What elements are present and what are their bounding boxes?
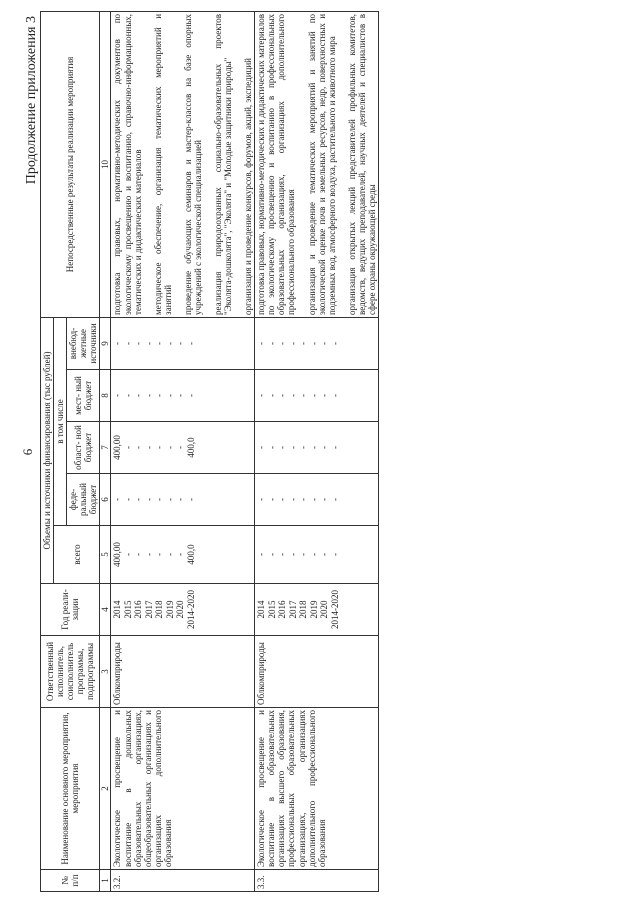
total-value: - (175, 553, 186, 556)
regional-value: - (266, 446, 277, 449)
result-item: подготовка правовых, нормативно-методических и дидактических материалов по экологическому просвещению и воспитанию в профессиональных образовательных организациях, организациях дополнительного профессионального образования (256, 13, 297, 315)
year-value: 2019 (164, 600, 175, 619)
federal-value: - (277, 498, 288, 501)
total-value: - (329, 553, 340, 556)
year-value: 2015 (122, 600, 133, 619)
local-value: - (133, 394, 144, 397)
local-value: - (308, 394, 319, 397)
local-value: - (329, 394, 340, 397)
local-value: - (143, 394, 154, 397)
extra-value: - (164, 341, 175, 345)
column-number: 1 (100, 870, 111, 892)
federal-value: - (319, 498, 330, 501)
year-value: 2016 (277, 600, 288, 619)
extra-value: - (154, 341, 165, 345)
total-value: - (143, 553, 154, 556)
regional-value: - (133, 446, 144, 449)
year-value: 2018 (154, 600, 165, 619)
year-list (255, 584, 379, 636)
regional-value: - (329, 446, 340, 449)
column-number: 3 (100, 636, 111, 708)
year-value: 2017 (287, 600, 298, 619)
year-value: 2019 (308, 600, 319, 619)
regional-value: 400,00 (112, 435, 123, 460)
extra-value: - (319, 341, 330, 345)
column-number: 6 (100, 474, 111, 526)
total-value: - (256, 553, 267, 556)
year-value: 2014-2020 (185, 590, 196, 629)
year-value: 2015 (266, 600, 277, 619)
column-number: 7 (100, 422, 111, 474)
table-row (255, 11, 379, 891)
year-value: 2017 (143, 600, 154, 619)
year-list (111, 584, 255, 636)
local-value: - (266, 394, 277, 397)
regional-value: - (319, 446, 330, 449)
regional-value: - (154, 446, 165, 449)
federal-value: - (143, 498, 154, 501)
result-item: организация и проведение тематических мероприятий и занятий по экологической оценке почв и земельных ресурсов, недр, поверхностных и подземных вод, атмосферного воздуха, растительного и животного мира (306, 13, 337, 315)
result-item: организация и проведение конкурсов, форумов, акций, экспедиций (243, 58, 254, 315)
column-number: 4 (100, 584, 111, 636)
federal-value: - (122, 498, 133, 501)
extra-value: - (308, 341, 319, 345)
local-value: - (319, 394, 330, 397)
header-including: в том числе (54, 317, 67, 525)
header-regional: област- ной бюджет (67, 422, 100, 474)
column-number: 9 (100, 317, 111, 369)
extra-value: - (287, 341, 298, 345)
header-federal: феде- ральный бюджет (67, 474, 100, 526)
extra-value: - (122, 341, 133, 345)
extra-funding (255, 317, 379, 369)
local-value: - (112, 394, 123, 397)
total-value: - (287, 553, 298, 556)
total-funding (255, 526, 379, 584)
extra-funding (111, 317, 255, 369)
federal-value: - (308, 498, 319, 501)
result-item: реализация природоохранных социально-образовательных проектов "Эколята-дошколята", "Эколята" и "Молодые защитники природы" (213, 13, 234, 315)
regional-value: - (277, 446, 288, 449)
header-name: Наименование основного мероприятия, мероприятия (41, 708, 100, 870)
federal-value: - (154, 498, 165, 501)
federal-funding (255, 474, 379, 526)
federal-value: - (287, 498, 298, 501)
federal-value: - (329, 498, 340, 501)
header-funding: Объемы и источники финансирования (тыс рублей) (41, 317, 54, 583)
year-value: 2014-2020 (329, 590, 340, 629)
federal-funding (111, 474, 255, 526)
column-number: 5 (100, 526, 111, 584)
header-local: мест- ный бюджет (67, 370, 100, 422)
local-funding (111, 370, 255, 422)
extra-value: - (256, 341, 267, 345)
total-funding (111, 526, 255, 584)
total-value: - (266, 553, 277, 556)
federal-value: - (266, 498, 277, 501)
federal-value: - (298, 498, 309, 501)
regional-value: - (298, 446, 309, 449)
year-value: 2020 (319, 600, 330, 619)
extra-value: - (185, 341, 196, 345)
responsible-executor: Облкомприроды (111, 636, 255, 708)
continuation-title: Продолжение приложения 3 (24, 16, 39, 185)
total-value: - (164, 553, 175, 556)
total-value: - (122, 553, 133, 556)
regional-value: - (164, 446, 175, 449)
row-number: 3.3. (255, 870, 379, 892)
rotated-sheet (20, 12, 620, 892)
column-number: 2 (100, 708, 111, 870)
local-value: - (175, 394, 186, 397)
results-cell (111, 11, 255, 317)
page-number: 6 (20, 448, 35, 456)
total-value: - (154, 553, 165, 556)
result-item: подготовка правовых, нормативно-методических документов по экологическому просвещению и воспитанию, справочно-информационных, тематических и дидактических материалов (112, 13, 143, 315)
event-name: Экологическое просвещение и воспитание в дошкольных образовательных организациях, общеобразовательных организациях и организациях дополнительного образования (111, 708, 255, 870)
regional-value: - (308, 446, 319, 449)
regional-value: - (175, 446, 186, 449)
result-item: организация открытых лекций представителей профильных комитетов, ведомств, ведущих преподавателей, научных деятелей и специалистов в сфере охраны окружающей среды (346, 13, 377, 315)
year-value: 2020 (175, 600, 186, 619)
header-results: Непосредственные результаты реализации мероприятия (41, 11, 100, 317)
year-value: 2014 (112, 600, 123, 619)
regional-value: - (122, 446, 133, 449)
total-value: 400,00 (112, 542, 123, 567)
total-value: - (319, 553, 330, 556)
total-value: 400,0 (185, 544, 196, 565)
program-table (40, 11, 379, 892)
local-value: - (154, 394, 165, 397)
event-name: Экологическое просвещение и воспитание в образовательных организациях высшего образования, профессиональных образовательных организациях, организациях дополнительного профессионального образования (255, 708, 379, 870)
result-item: проведение обучающих семинаров и мастер-классов на базе опорных учреждений с экологической специализацией (182, 13, 203, 315)
extra-value: - (329, 341, 340, 345)
responsible-executor: Облкомприроды (255, 636, 379, 708)
header-num: № п/п (41, 870, 100, 892)
federal-value: - (185, 498, 196, 501)
year-value: 2014 (256, 600, 267, 619)
header-responsible: Ответственный исполнитель, соисполнитель программы, подпрограммы (41, 636, 100, 708)
extra-value: - (277, 341, 288, 345)
local-value: - (277, 394, 288, 397)
extra-value: - (266, 341, 277, 345)
year-value: 2018 (298, 600, 309, 619)
extra-value: - (298, 341, 309, 345)
regional-funding (111, 422, 255, 474)
column-number: 8 (100, 370, 111, 422)
total-value: - (298, 553, 309, 556)
regional-value: - (256, 446, 267, 449)
local-funding (255, 370, 379, 422)
regional-funding (255, 422, 379, 474)
local-value: - (298, 394, 309, 397)
local-value: - (256, 394, 267, 397)
results-cell (255, 11, 379, 317)
regional-value: - (287, 446, 298, 449)
total-value: - (133, 553, 144, 556)
federal-value: - (164, 498, 175, 501)
total-value: - (277, 553, 288, 556)
local-value: - (164, 394, 175, 397)
row-number: 3.2. (111, 870, 255, 892)
column-number: 10 (100, 11, 111, 317)
federal-value: - (133, 498, 144, 501)
federal-value: - (175, 498, 186, 501)
extra-value: - (175, 341, 186, 345)
year-value: 2016 (133, 600, 144, 619)
header-extra: внебюд- жетные источники (67, 317, 100, 369)
federal-value: - (112, 498, 123, 501)
header-year: Год реали- зации (41, 584, 100, 636)
header-total: всего (54, 526, 100, 584)
table-body (111, 11, 379, 891)
extra-value: - (112, 341, 123, 345)
regional-value: - (143, 446, 154, 449)
local-value: - (185, 394, 196, 397)
regional-value: 400,0 (185, 437, 196, 458)
table-row (111, 11, 255, 891)
federal-value: - (256, 498, 267, 501)
extra-value: - (143, 341, 154, 345)
local-value: - (287, 394, 298, 397)
result-item: методическое обеспечение, организация тематических мероприятий и занятий (152, 13, 173, 315)
extra-value: - (133, 341, 144, 345)
local-value: - (122, 394, 133, 397)
total-value: - (308, 553, 319, 556)
